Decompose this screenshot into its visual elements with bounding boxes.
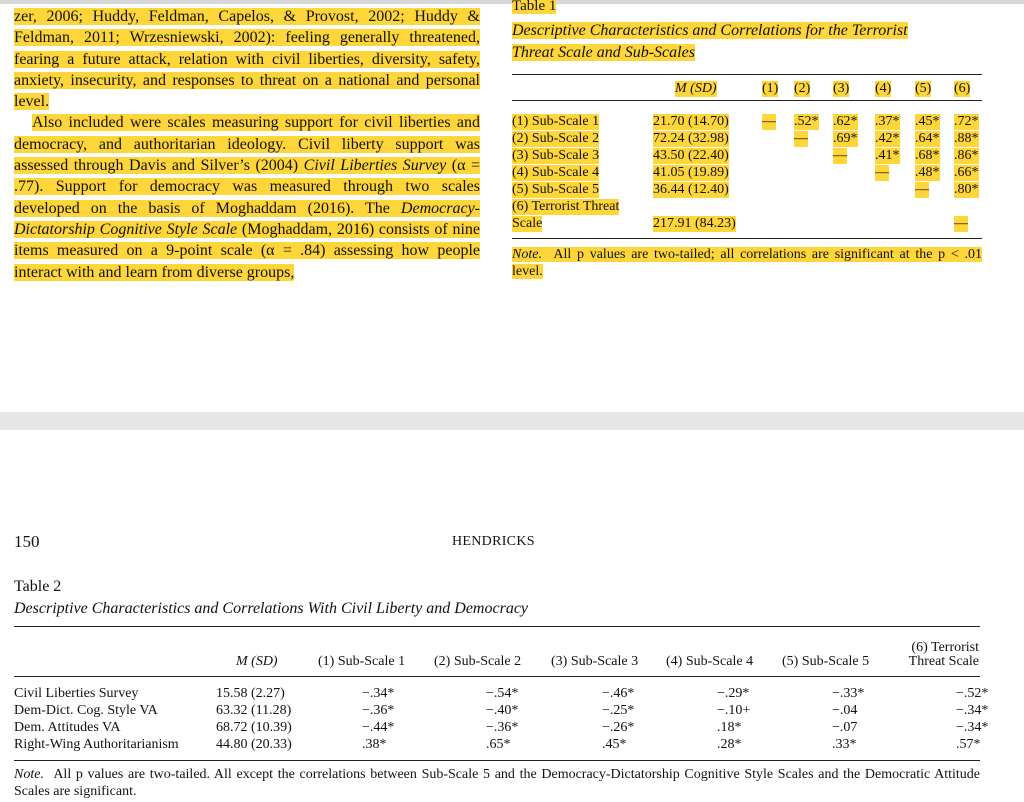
table-1-correlation-cell: .88* xyxy=(954,131,979,146)
table-1-header-cell: (3) xyxy=(833,81,850,96)
table-2-header-cell: (3) Sub-Scale 3 xyxy=(551,654,639,669)
table-1-correlation-cell: — xyxy=(954,216,968,231)
table-1-mean-sd: 41.05 (19.89) xyxy=(653,165,729,180)
table-2-header-cell: M (SD) xyxy=(236,654,278,669)
table-1-correlation-cell: .37* xyxy=(875,114,900,129)
table-2-correlation-cell: .18* xyxy=(717,720,742,735)
table-2-header-cell: (2) Sub-Scale 2 xyxy=(434,654,522,669)
table-2-header-cell: Threat Scale xyxy=(908,654,979,669)
table-1-correlation-cell: .86* xyxy=(954,148,979,163)
table-2-correlation-cell: −.40* xyxy=(486,703,519,718)
table-2-header-cell: (6) Terrorist xyxy=(911,640,979,655)
table-1-top-rule xyxy=(512,74,982,75)
table-1-mean-sd: 36.44 (12.40) xyxy=(653,182,729,197)
table-2-correlation-cell: −.25* xyxy=(602,703,635,718)
table-1-header-cell: (2) xyxy=(794,81,811,96)
table-2-row-label: Dem. Attitudes VA xyxy=(14,720,121,735)
table-2-correlation-cell: −.33* xyxy=(832,686,865,701)
table-1-correlation-cell: .48* xyxy=(915,165,940,180)
table-2-mean-sd: 68.72 (10.39) xyxy=(216,720,292,735)
table-1-row-label: (4) Sub-Scale 4 xyxy=(512,165,600,180)
page-separator xyxy=(0,412,1024,430)
table-2-bottom-rule xyxy=(14,760,980,761)
table-2-label: Table 2 xyxy=(14,578,62,595)
table-1-header-cell: (5) xyxy=(915,81,932,96)
table-2-note: Note. All p values are two-tailed. All except the correlations between Sub-Scale 5 and the Democracy-Dictatorship Cognitive Style Scales and the Democratic Attitude Scales are significant. xyxy=(14,767,980,799)
left-column-text[interactable] xyxy=(14,6,480,283)
table-2-correlation-cell: −.34* xyxy=(956,703,989,718)
table-1-header-cell: (1) xyxy=(762,81,779,96)
table-1-row-label: (3) Sub-Scale 3 xyxy=(512,148,600,163)
table-2-header-cell: (4) Sub-Scale 4 xyxy=(666,654,754,669)
table-2-correlation-cell: −.34* xyxy=(362,686,395,701)
running-head: HENDRICKS xyxy=(452,534,535,549)
table-2-row-label: Civil Liberties Survey xyxy=(14,686,139,701)
table-2-correlation-cell: −.36* xyxy=(486,720,519,735)
table-1-correlation-cell: .45* xyxy=(915,114,940,129)
table-2-correlation-cell: −.04 xyxy=(832,703,858,718)
table-2-mean-sd: 15.58 (2.27) xyxy=(216,686,285,701)
table-1-correlation-cell: .52* xyxy=(794,114,819,129)
table-2-correlation-cell: −.44* xyxy=(362,720,395,735)
table-1-correlation-cell: — xyxy=(875,165,889,180)
table-2-correlation-cell: −.46* xyxy=(602,686,635,701)
page-bottom xyxy=(0,430,1024,802)
table-1-header-rule xyxy=(512,100,982,101)
table-1-header-cell: (4) xyxy=(875,81,892,96)
table-1-mean-sd: 72.24 (32.98) xyxy=(653,131,729,146)
table-2-title: Descriptive Characteristics and Correlations With Civil Liberty and Democracy xyxy=(14,600,529,617)
table-2-correlation-cell: .57* xyxy=(956,737,981,752)
table-1-mean-sd: 43.50 (22.40) xyxy=(653,148,729,163)
table-1-correlation-cell: .42* xyxy=(875,131,900,146)
paragraph-2 xyxy=(14,112,480,282)
table-2-row-label: Right-Wing Authoritarianism xyxy=(14,737,179,752)
table-1-correlation-cell: .66* xyxy=(954,165,979,180)
table-2-header-cell: (5) Sub-Scale 5 xyxy=(782,654,870,669)
table-1-header-cell: M (SD) xyxy=(675,81,717,96)
table-1-correlation-cell: .41* xyxy=(875,148,900,163)
table-2-correlation-cell: −.36* xyxy=(362,703,395,718)
table-2-header-rule xyxy=(14,676,980,677)
highlighted-text: Also included were scales measuring support for civil liberties and democracy, and authoritarian ideology. Civil liberty support was assessed through Davis and Silver’s (2004) Civil Liberties Survey (α = .77). Support for democracy was measured through two scales developed on the basis of Moghaddam (2016). The Democracy-Dictatorship Cognitive Style Scale (Moghaddam, 2016) consists of nine items measured on a 9-point scale (α = .84) assessing how people interact with and learn from diverse groups, xyxy=(14,114,481,281)
table-1-correlation-cell: — xyxy=(915,182,929,197)
table-2-correlation-cell: −.34* xyxy=(956,720,989,735)
table-1-row-label: (5) Sub-Scale 5 xyxy=(512,182,600,197)
table-2-row-label: Dem-Dict. Cog. Style VA xyxy=(14,703,158,718)
table-1-correlation-cell: .62* xyxy=(833,114,858,129)
table-1-correlation-cell: .80* xyxy=(954,182,979,197)
table-2-correlation-cell: .65* xyxy=(486,737,511,752)
table-1-correlation-cell: — xyxy=(833,148,847,163)
table-1-bottom-rule xyxy=(512,238,982,239)
table-1-correlation-cell: — xyxy=(762,114,776,129)
table-2-correlation-cell: −.07 xyxy=(832,720,858,735)
table-1-mean-sd: 217.91 (84.23) xyxy=(653,216,736,231)
table-1-row-label: Scale xyxy=(512,216,543,231)
table-2-correlation-cell: .38* xyxy=(362,737,387,752)
table-2-mean-sd: 63.32 (11.28) xyxy=(216,703,292,718)
table-1-mean-sd: 21.70 (14.70) xyxy=(653,114,729,129)
table-2-correlation-cell: .28* xyxy=(717,737,742,752)
table-2-correlation-cell: .33* xyxy=(832,737,857,752)
table-1-header-cell: (6) xyxy=(954,81,971,96)
table-1-title: Descriptive Characteristics and Correlations for the Terrorist Threat Scale and Sub-Scales xyxy=(512,22,908,61)
table-1-row-label: (6) Terrorist Threat xyxy=(512,199,620,214)
table-1-correlation-cell: .64* xyxy=(915,131,940,146)
table-1-correlation-cell: .69* xyxy=(833,131,858,146)
table-1-correlation-cell: — xyxy=(794,131,808,146)
table-2-correlation-cell: −.54* xyxy=(486,686,519,701)
table-2-correlation-cell: −.26* xyxy=(602,720,635,735)
table-2-mean-sd: 44.80 (20.33) xyxy=(216,737,292,752)
page-number: 150 xyxy=(14,532,40,551)
page-top xyxy=(0,0,1024,400)
table-2-correlation-cell: −.29* xyxy=(717,686,750,701)
table-2-header-cell: (1) Sub-Scale 1 xyxy=(318,654,406,669)
table-1-correlation-cell: .72* xyxy=(954,114,979,129)
table-2-top-rule xyxy=(14,626,980,627)
highlighted-text: zer, 2006; Huddy, Feldman, Capelos, & Provost, 2002; Huddy & Feldman, 2011; Wrzesniewski, 2002): feeling generally threatened, fearing a future attack, relation with civil liberties, diversity, safety, anxiety, insecurity, and responses to threat on a national and personal level. xyxy=(14,8,480,111)
table-1-correlation-cell: .68* xyxy=(915,148,940,163)
table-2-correlation-cell: −.10+ xyxy=(717,703,751,718)
paragraph-1 xyxy=(14,6,480,112)
table-1-row-label: (1) Sub-Scale 1 xyxy=(512,114,600,129)
table-1-label: Table 1 xyxy=(512,0,557,14)
table-1-note: Note. All p values are two-tailed; all correlations are significant at the p < .01 level. xyxy=(512,247,982,279)
table-2-correlation-cell: .45* xyxy=(602,737,627,752)
table-2-correlation-cell: −.52* xyxy=(956,686,989,701)
table-1-row-label: (2) Sub-Scale 2 xyxy=(512,131,600,146)
